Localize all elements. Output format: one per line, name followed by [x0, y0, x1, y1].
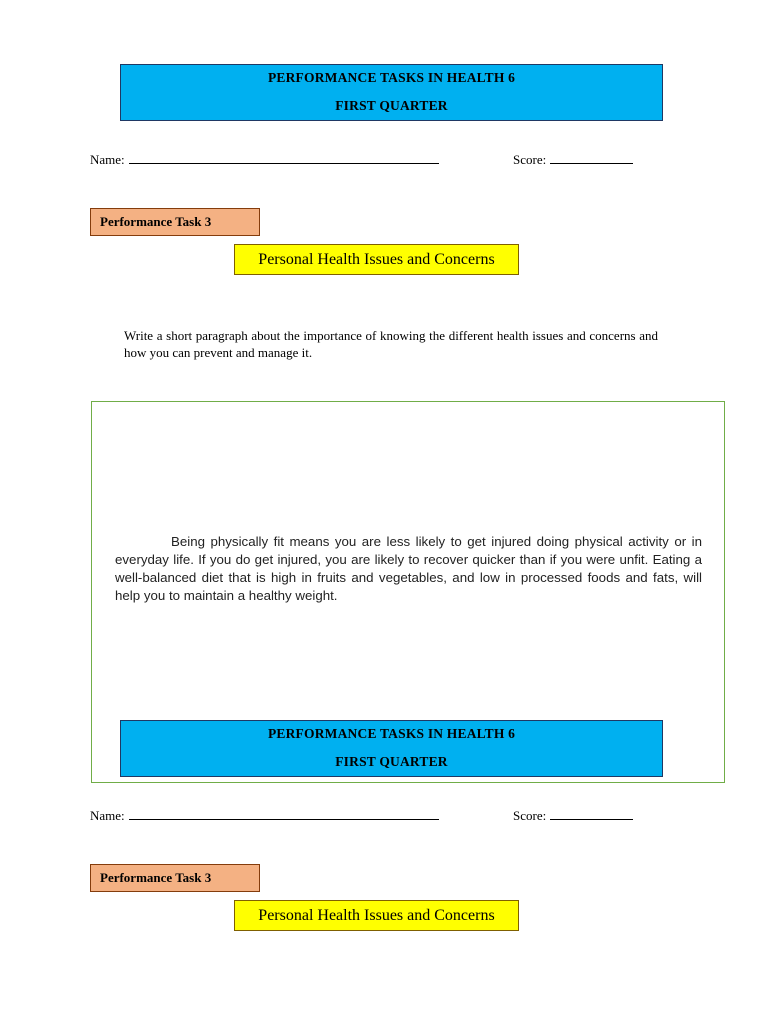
instructions-text: Write a short paragraph about the importance of knowing the different health issues and concerns and how you can prevent and manage it. — [124, 328, 658, 360]
header-title: PERFORMANCE TASKS IN HEALTH 6 — [267, 70, 516, 85]
task-label-box-repeat: Performance Task 3 — [90, 864, 260, 892]
topic-title-box-repeat: Personal Health Issues and Concerns — [234, 900, 519, 931]
name-field[interactable] — [90, 151, 439, 168]
name-label: Name: — [90, 152, 125, 167]
name-label-repeat: Name: — [90, 808, 125, 823]
header-box — [120, 64, 663, 121]
header-subtitle-repeat: FIRST QUARTER — [335, 754, 448, 769]
score-blank-line[interactable] — [550, 151, 633, 164]
score-label: Score: — [513, 152, 547, 167]
score-field[interactable] — [513, 151, 633, 168]
name-field-repeat[interactable] — [90, 807, 439, 824]
score-field-repeat[interactable] — [513, 807, 633, 824]
name-blank-line-repeat[interactable] — [129, 807, 439, 820]
score-blank-line-repeat[interactable] — [550, 807, 633, 820]
task-label-box: Performance Task 3 — [90, 208, 260, 236]
answer-paragraph: Being physically fit means you are less likely to get injured doing physical activity or in everyday life. If you do get injured, you are likely to recover quicker than if you were unfit. Eating a well-balanced diet that is high in fruits and vegetables, and low in processed foods and fats, will help you to maintain a healthy weight. — [115, 534, 702, 603]
header-box-repeat — [120, 720, 663, 777]
score-label-repeat: Score: — [513, 808, 547, 823]
topic-title-box: Personal Health Issues and Concerns — [234, 244, 519, 275]
header-title-repeat: PERFORMANCE TASKS IN HEALTH 6 — [267, 726, 516, 741]
name-blank-line[interactable] — [129, 151, 439, 164]
header-subtitle: FIRST QUARTER — [335, 98, 448, 113]
